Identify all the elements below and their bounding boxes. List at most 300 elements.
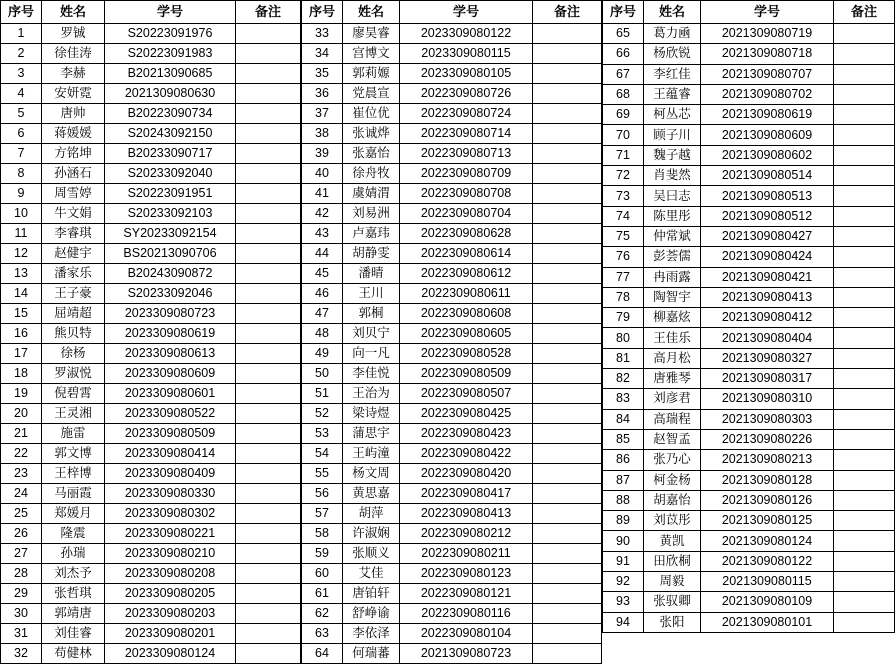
cell-name: 顾子川: [644, 125, 701, 145]
cell-name: 刘杰予: [42, 564, 105, 584]
cell-note: [236, 164, 301, 184]
cell-name: 黄凯: [644, 531, 701, 551]
cell-note: [533, 544, 602, 564]
cell-name: 王治为: [343, 384, 400, 404]
cell-name: 李睿琪: [42, 224, 105, 244]
cell-student-id: 2022309080417: [400, 484, 533, 504]
cell-index: 18: [1, 364, 42, 384]
cell-note: [834, 267, 895, 287]
cell-student-id: 2021309080513: [701, 186, 834, 206]
cell-student-id: 2022309080614: [400, 244, 533, 264]
cell-name: 苟健林: [42, 644, 105, 664]
cell-student-id: 2023309080302: [105, 504, 236, 524]
cell-name: 仲常斌: [644, 226, 701, 246]
cell-index: 44: [302, 244, 343, 264]
table-row: [1, 344, 301, 364]
cell-note: [236, 84, 301, 104]
table-row: [302, 204, 602, 224]
cell-index: 84: [603, 409, 644, 429]
cell-student-id: 2022309080611: [400, 284, 533, 304]
cell-note: [533, 404, 602, 424]
table-row: [302, 244, 602, 264]
cell-index: 20: [1, 404, 42, 424]
table-row: [302, 584, 602, 604]
table-row: [1, 304, 301, 324]
cell-student-id: 2022309080212: [400, 524, 533, 544]
cell-student-id: 2022309080123: [400, 564, 533, 584]
table-row: [302, 364, 602, 384]
table-row: [603, 531, 895, 551]
table-row: [1, 624, 301, 644]
cell-index: 54: [302, 444, 343, 464]
cell-student-id: 2021309080718: [701, 44, 834, 64]
cell-index: 73: [603, 186, 644, 206]
table-row: [1, 244, 301, 264]
cell-note: [533, 344, 602, 364]
table-header-row: [1, 1, 301, 24]
cell-note: [834, 429, 895, 449]
cell-note: [236, 384, 301, 404]
cell-index: 22: [1, 444, 42, 464]
cell-index: 21: [1, 424, 42, 444]
table-row: [302, 504, 602, 524]
cell-note: [533, 504, 602, 524]
cell-index: 51: [302, 384, 343, 404]
cell-name: 杨文周: [343, 464, 400, 484]
cell-name: 李赫: [42, 64, 105, 84]
cell-student-id: 2022309080422: [400, 444, 533, 464]
cell-index: 70: [603, 125, 644, 145]
table-row: [603, 247, 895, 267]
cell-index: 31: [1, 624, 42, 644]
table-row: [603, 551, 895, 571]
table-row: [302, 564, 602, 584]
cell-name: 葛力凾: [644, 24, 701, 44]
cell-name: 廖昊睿: [343, 24, 400, 44]
cell-student-id: BS20213090706: [105, 244, 236, 264]
table-row: [302, 64, 602, 84]
header-name: 姓名: [343, 1, 400, 24]
cell-index: 10: [1, 204, 42, 224]
table-row: [1, 24, 301, 44]
cell-note: [236, 504, 301, 524]
table-row: [1, 44, 301, 64]
cell-student-id: 2023309080124: [105, 644, 236, 664]
cell-note: [236, 424, 301, 444]
cell-note: [533, 124, 602, 144]
cell-student-id: 2021309080512: [701, 206, 834, 226]
cell-note: [236, 624, 301, 644]
table-row: [603, 450, 895, 470]
table-row: [603, 592, 895, 612]
cell-student-id: 2022309080608: [400, 304, 533, 324]
cell-index: 4: [1, 84, 42, 104]
header-note: 备注: [533, 1, 602, 24]
cell-note: [236, 124, 301, 144]
cell-student-id: 2021309080514: [701, 166, 834, 186]
cell-student-id: 2022309080116: [400, 604, 533, 624]
cell-name: 张顺义: [343, 544, 400, 564]
cell-index: 83: [603, 389, 644, 409]
cell-student-id: 2022309080104: [400, 624, 533, 644]
cell-name: 潘家乐: [42, 264, 105, 284]
cell-name: 郭桐: [343, 304, 400, 324]
cell-name: 陈里彤: [644, 206, 701, 226]
cell-note: [236, 544, 301, 564]
table-row: [603, 206, 895, 226]
cell-student-id: B20233090717: [105, 144, 236, 164]
cell-note: [236, 264, 301, 284]
cell-name: 屈靖超: [42, 304, 105, 324]
cell-student-id: 2021309080707: [701, 64, 834, 84]
table-row: [302, 444, 602, 464]
header-index: 序号: [603, 1, 644, 24]
cell-note: [236, 244, 301, 264]
cell-index: 35: [302, 64, 343, 84]
cell-name: 王灵湘: [42, 404, 105, 424]
cell-note: [236, 204, 301, 224]
cell-note: [834, 490, 895, 510]
table-row: [1, 564, 301, 584]
cell-note: [236, 324, 301, 344]
cell-note: [834, 348, 895, 368]
table-row: [603, 429, 895, 449]
table-header-row: [302, 1, 602, 24]
cell-student-id: 2022309080612: [400, 264, 533, 284]
table-row: [603, 612, 895, 632]
cell-index: 62: [302, 604, 343, 624]
cell-name: 施雷: [42, 424, 105, 444]
cell-student-id: 2023309080619: [105, 324, 236, 344]
cell-student-id: 2023309080115: [400, 44, 533, 64]
cell-note: [236, 64, 301, 84]
cell-index: 64: [302, 644, 343, 664]
cell-index: 86: [603, 450, 644, 470]
table-row: [1, 384, 301, 404]
cell-note: [834, 145, 895, 165]
table-row: [302, 344, 602, 364]
cell-student-id: S20243092150: [105, 124, 236, 144]
cell-index: 19: [1, 384, 42, 404]
cell-index: 76: [603, 247, 644, 267]
cell-name: 冉雨露: [644, 267, 701, 287]
cell-student-id: 2021309080602: [701, 145, 834, 165]
table-row: [302, 624, 602, 644]
cell-name: 崔位优: [343, 104, 400, 124]
cell-note: [834, 511, 895, 531]
cell-index: 68: [603, 84, 644, 104]
table-row: [603, 226, 895, 246]
cell-index: 17: [1, 344, 42, 364]
cell-name: 郑媛月: [42, 504, 105, 524]
table-row: [1, 224, 301, 244]
cell-note: [834, 105, 895, 125]
cell-note: [236, 24, 301, 44]
cell-index: 32: [1, 644, 42, 664]
cell-name: 罗铖: [42, 24, 105, 44]
cell-note: [834, 226, 895, 246]
cell-index: 2: [1, 44, 42, 64]
cell-index: 75: [603, 226, 644, 246]
cell-name: 安妍霓: [42, 84, 105, 104]
cell-index: 87: [603, 470, 644, 490]
cell-name: 柯丛芯: [644, 105, 701, 125]
table-row: [302, 184, 602, 204]
cell-index: 28: [1, 564, 42, 584]
cell-student-id: 2022309080507: [400, 384, 533, 404]
table-header-row: [603, 1, 895, 24]
cell-note: [236, 104, 301, 124]
cell-student-id: 2021309080404: [701, 328, 834, 348]
cell-student-id: 2022309080423: [400, 424, 533, 444]
cell-student-id: S20233092046: [105, 284, 236, 304]
roster-block-3: [602, 0, 895, 633]
cell-student-id: 2021309080427: [701, 226, 834, 246]
cell-index: 46: [302, 284, 343, 304]
cell-index: 15: [1, 304, 42, 324]
cell-note: [834, 572, 895, 592]
cell-name: 何瑞蕃: [343, 644, 400, 664]
cell-name: 张嘉怡: [343, 144, 400, 164]
table-row: [603, 328, 895, 348]
cell-note: [533, 284, 602, 304]
table-row: [302, 44, 602, 64]
cell-note: [834, 44, 895, 64]
cell-note: [533, 364, 602, 384]
cell-index: 7: [1, 144, 42, 164]
table-row: [302, 304, 602, 324]
table-row: [603, 166, 895, 186]
cell-index: 50: [302, 364, 343, 384]
cell-index: 92: [603, 572, 644, 592]
cell-index: 79: [603, 308, 644, 328]
cell-index: 71: [603, 145, 644, 165]
cell-note: [533, 44, 602, 64]
cell-note: [533, 304, 602, 324]
table-row: [1, 584, 301, 604]
cell-note: [236, 604, 301, 624]
cell-name: 艾佳: [343, 564, 400, 584]
table-row: [603, 511, 895, 531]
cell-student-id: S20223091983: [105, 44, 236, 64]
header-name: 姓名: [644, 1, 701, 24]
table-row: [302, 404, 602, 424]
cell-index: 80: [603, 328, 644, 348]
cell-note: [236, 584, 301, 604]
table-row: [302, 24, 602, 44]
table-row: [603, 186, 895, 206]
cell-note: [236, 444, 301, 464]
cell-note: [236, 304, 301, 324]
cell-name: 卢嘉玮: [343, 224, 400, 244]
cell-note: [236, 44, 301, 64]
cell-student-id: 2021309080424: [701, 247, 834, 267]
table-row: [302, 484, 602, 504]
cell-student-id: 2021309080421: [701, 267, 834, 287]
cell-note: [236, 464, 301, 484]
cell-index: 82: [603, 369, 644, 389]
cell-student-id: 2021309080619: [701, 105, 834, 125]
table-row: [1, 644, 301, 664]
cell-index: 60: [302, 564, 343, 584]
cell-name: 黄思嘉: [343, 484, 400, 504]
cell-student-id: 2022309080605: [400, 324, 533, 344]
cell-name: 高月松: [644, 348, 701, 368]
table-row: [302, 104, 602, 124]
cell-index: 66: [603, 44, 644, 64]
cell-name: 孙瑞: [42, 544, 105, 564]
cell-student-id: 2022309080420: [400, 464, 533, 484]
cell-student-id: 2023309080409: [105, 464, 236, 484]
table-row: [302, 604, 602, 624]
cell-name: 宫博文: [343, 44, 400, 64]
cell-note: [533, 564, 602, 584]
cell-note: [533, 204, 602, 224]
cell-index: 36: [302, 84, 343, 104]
cell-student-id: 2021309080226: [701, 429, 834, 449]
cell-student-id: 2022309080211: [400, 544, 533, 564]
table-row: [1, 544, 301, 564]
cell-name: 王蕴睿: [644, 84, 701, 104]
table-row: [1, 444, 301, 464]
cell-student-id: 2021309080317: [701, 369, 834, 389]
cell-index: 16: [1, 324, 42, 344]
cell-note: [533, 324, 602, 344]
table-row: [603, 64, 895, 84]
cell-name: 梁诗煜: [343, 404, 400, 424]
table-row: [302, 524, 602, 544]
cell-index: 14: [1, 284, 42, 304]
cell-name: 唐雅琴: [644, 369, 701, 389]
table-row: [302, 464, 602, 484]
cell-student-id: 2022309080413: [400, 504, 533, 524]
table-row: [302, 144, 602, 164]
cell-name: 胡萍: [343, 504, 400, 524]
cell-name: 陶智宇: [644, 287, 701, 307]
header-student-id: 学号: [400, 1, 533, 24]
table-row: [603, 470, 895, 490]
cell-note: [834, 64, 895, 84]
cell-note: [834, 369, 895, 389]
table-row: [1, 484, 301, 504]
cell-index: 90: [603, 531, 644, 551]
cell-name: 蒋媛媛: [42, 124, 105, 144]
table-row: [1, 164, 301, 184]
cell-name: 向一凡: [343, 344, 400, 364]
cell-student-id: 2022309080704: [400, 204, 533, 224]
table-row: [603, 389, 895, 409]
table-row: [1, 144, 301, 164]
cell-name: 郭靖唐: [42, 604, 105, 624]
cell-note: [834, 186, 895, 206]
cell-note: [834, 409, 895, 429]
cell-note: [533, 644, 602, 664]
cell-name: 肖斐然: [644, 166, 701, 186]
cell-student-id: 2022309080628: [400, 224, 533, 244]
cell-name: 张诚烨: [343, 124, 400, 144]
table-row: [603, 409, 895, 429]
cell-student-id: 2023309080122: [400, 24, 533, 44]
cell-name: 周雪婷: [42, 184, 105, 204]
cell-note: [834, 125, 895, 145]
cell-student-id: S20233092040: [105, 164, 236, 184]
cell-note: [533, 464, 602, 484]
cell-student-id: 2021309080126: [701, 490, 834, 510]
cell-student-id: 2021309080303: [701, 409, 834, 429]
table-row: [603, 490, 895, 510]
table-row: [603, 24, 895, 44]
cell-name: 刘贝宁: [343, 324, 400, 344]
cell-index: 48: [302, 324, 343, 344]
cell-note: [533, 444, 602, 464]
cell-student-id: 2021309080124: [701, 531, 834, 551]
cell-note: [236, 184, 301, 204]
cell-index: 9: [1, 184, 42, 204]
cell-note: [533, 184, 602, 204]
cell-name: 王佳乐: [644, 328, 701, 348]
cell-index: 89: [603, 511, 644, 531]
cell-index: 65: [603, 24, 644, 44]
table-row: [302, 544, 602, 564]
cell-index: 59: [302, 544, 343, 564]
cell-student-id: 2023309080210: [105, 544, 236, 564]
table-row: [302, 264, 602, 284]
cell-name: 柳嘉炫: [644, 308, 701, 328]
table-row: [603, 287, 895, 307]
cell-index: 58: [302, 524, 343, 544]
table-row: [603, 348, 895, 368]
cell-student-id: 2023309080105: [400, 64, 533, 84]
cell-name: 彭荟儒: [644, 247, 701, 267]
cell-student-id: 2021309080413: [701, 287, 834, 307]
table-row: [302, 224, 602, 244]
cell-name: 吴曰志: [644, 186, 701, 206]
cell-student-id: 2023309080414: [105, 444, 236, 464]
cell-index: 72: [603, 166, 644, 186]
cell-index: 12: [1, 244, 42, 264]
cell-note: [533, 264, 602, 284]
cell-index: 43: [302, 224, 343, 244]
cell-note: [533, 104, 602, 124]
cell-student-id: S20233092103: [105, 204, 236, 224]
cell-index: 11: [1, 224, 42, 244]
cell-student-id: 2021309080125: [701, 511, 834, 531]
cell-student-id: 2022309080528: [400, 344, 533, 364]
cell-note: [236, 224, 301, 244]
table-row: [302, 424, 602, 444]
cell-name: 赵健宇: [42, 244, 105, 264]
table-row: [302, 124, 602, 144]
cell-student-id: 2021309080412: [701, 308, 834, 328]
table-row: [302, 164, 602, 184]
table-row: [302, 384, 602, 404]
cell-student-id: B20213090685: [105, 64, 236, 84]
cell-student-id: 2023309080221: [105, 524, 236, 544]
cell-note: [533, 144, 602, 164]
cell-student-id: 2023309080723: [105, 304, 236, 324]
cell-name: 唐帅: [42, 104, 105, 124]
table-row: [603, 145, 895, 165]
cell-index: 67: [603, 64, 644, 84]
cell-name: 李红佳: [644, 64, 701, 84]
cell-name: 隆震: [42, 524, 105, 544]
cell-student-id: 2023309080208: [105, 564, 236, 584]
table-row: [1, 424, 301, 444]
cell-student-id: 2021309080719: [701, 24, 834, 44]
cell-index: 47: [302, 304, 343, 324]
cell-student-id: 2023309080330: [105, 484, 236, 504]
cell-name: 徐舟牧: [343, 164, 400, 184]
